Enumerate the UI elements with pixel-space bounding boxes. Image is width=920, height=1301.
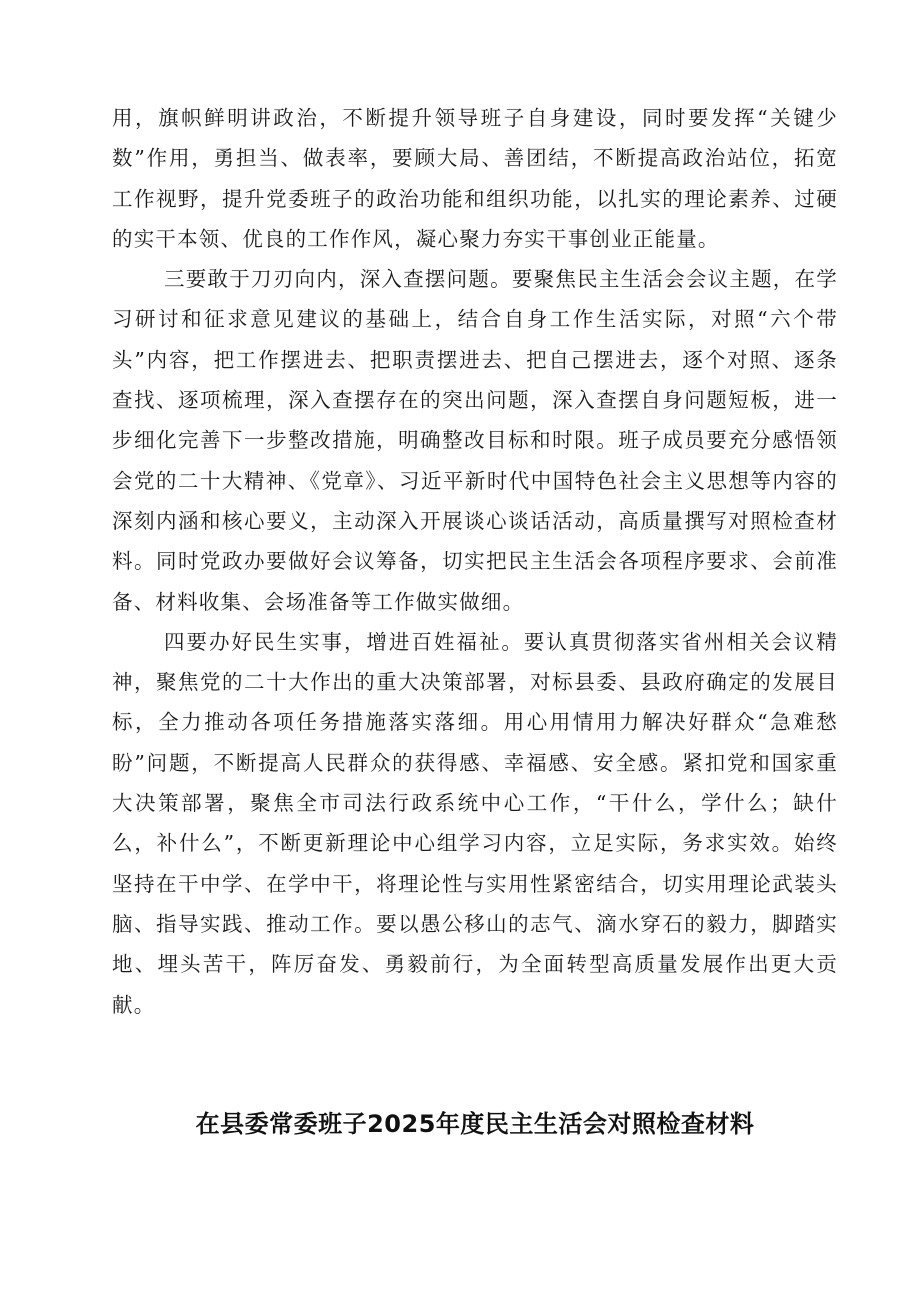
paragraph-continuation: 用，旗帜鲜明讲政治，不断提升领导班子自身建设，同时要发挥“关键少数”作用，勇担当、做表率，要顾大局、善团结，不断提高政治站位，拓宽工作视野，提升党委班子的政治功能和组织功能，以扎实的理论素养、过硬的实干本领、优良的工作作风，凝心聚力夯实干事创业正能量。 <box>112 106 838 251</box>
paragraph-point-four: 四要办好民生实事，增进百姓福祉。要认真贯彻落实省州相关会议精神，聚焦党的二十大作出的重大决策部署，对标县委、县政府确定的发展目标，全力推动各项任务措施落实落细。用心用情用力解决好群众“急难愁盼”问题，不断提高人民群众的获得感、幸福感、安全感。紧扣党和国家重大决策部署，聚焦全市司法行政系统中心工作，“干什么，学什么；缺什么，补什么”，不断更新理论中心组学习内容，立足实际，务求实效。始终坚持在干中学、在学中干，将理论性与实用性紧密结合，切实用理论武装头脑、指导实践、推动工作。要以愚公移山的志气、滴水穿石的毅力，脚踏实地、埋头苦干，阵厉奋发、勇毅前行，为全面转型高质量发展作出更大贡献。 <box>112 629 838 1017</box>
document-title: 在县委常委班子2025年度民主生活会对照检查材料 <box>195 1110 755 1138</box>
paragraph-point-three: 三要敢于刀刃向内，深入查摆问题。要聚焦民主生活会会议主题，在学习研讨和征求意见建议的基础上，结合自身工作生活实际，对照“六个带头”内容，把工作摆进去、把职责摆进去、把自己摆进去，逐个对照、逐条查找、逐项梳理，深入查摆存在的突出问题，深入查摆自身问题短板，进一步细化完善下一步整改措施，明确整改目标和时限。班子成员要充分感悟领会党的二十大精神、《党章》、习近平新时代中国特色社会主义思想等内容的深刻内涵和核心要义，主动深入开展谈心谈话活动，高质量撰写对照检查材料。同时党政办要做好会议筹备，切实把民主生活会各项程序要求、会前准备、材料收集、会场准备等工作做实做细。 <box>112 267 838 614</box>
document-body <box>112 98 838 1025</box>
